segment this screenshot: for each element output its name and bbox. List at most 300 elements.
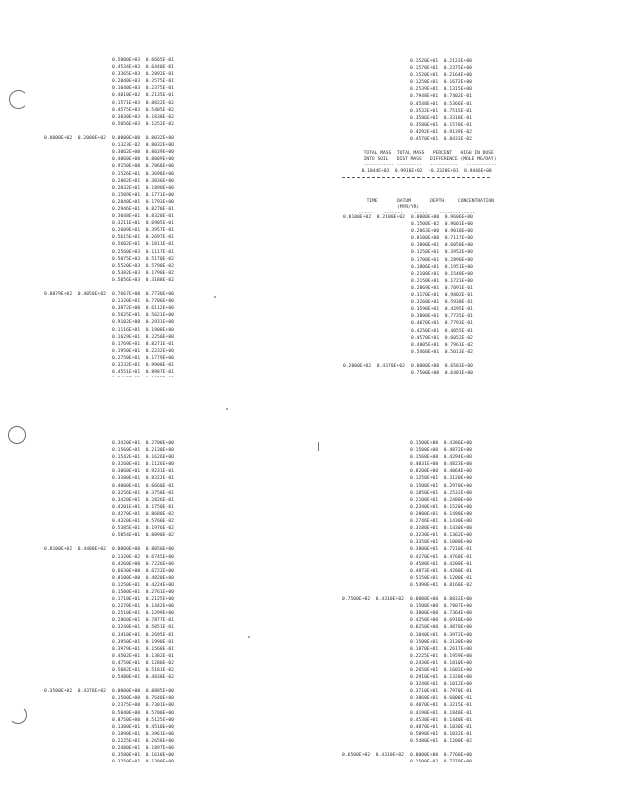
table-row xyxy=(342,710,492,717)
row-depth-concentration: 0.5056E+03 0.1252E-02 xyxy=(112,121,174,127)
table-row xyxy=(44,468,194,475)
table-row xyxy=(342,122,492,129)
table-row xyxy=(44,632,194,639)
row-depth-concentration: 0.4320E+01 0.5760E-02 xyxy=(112,519,174,525)
table-row xyxy=(44,100,194,107)
table-row xyxy=(342,525,492,532)
row-depth-concentration: 0.3710E+01 0.7970E-01 xyxy=(410,689,472,695)
row-depth-concentration: 0.1710E+01 0.2125E+00 xyxy=(112,597,174,603)
row-depth-concentration: 0.4190E+01 0.1840E-01 xyxy=(410,710,472,716)
block-spacer xyxy=(44,539,194,546)
row-depth-concentration: 0.1950E+01 0.2232E+00 xyxy=(112,348,174,354)
table-row xyxy=(343,235,493,242)
row-depth-concentration: 0.3580E+01 0.1570E-01 xyxy=(410,122,472,128)
row-depth-concentration: 0.3232E+01 0.9900E-01 xyxy=(112,363,174,369)
table-row xyxy=(44,710,194,717)
row-depth-concentration: 0.0000E+00 0.7760E+00 xyxy=(410,753,472,759)
row-depth-concentration: 0.3030E+03 0.1830E-02 xyxy=(112,114,174,120)
row-depth-concentration: 0.3000E+00 0.7364E+00 xyxy=(410,611,472,617)
val-dist-mass: 0.9916E+02 xyxy=(394,169,423,174)
table-row xyxy=(342,724,492,731)
table-row xyxy=(44,554,194,561)
row-depth-concentration: 0.4870E+01 0.1030E-01 xyxy=(410,724,472,730)
concentration-column-right-mid xyxy=(343,214,493,374)
table-row xyxy=(343,242,493,249)
table-row xyxy=(44,731,194,738)
table-row xyxy=(343,328,493,335)
row-depth-concentration: 0.1806E+01 0.1951E+00 xyxy=(411,264,473,270)
row-depth-concentration: 0.4805E+01 0.7961E-02 xyxy=(411,342,473,348)
table-row xyxy=(343,228,493,235)
table-row xyxy=(44,85,194,92)
row-depth-concentration: 0.1500E+00 0.4872E+00 xyxy=(410,448,472,454)
row-depth-concentration xyxy=(410,760,472,762)
table-row xyxy=(44,256,194,263)
row-depth-concentration: 0.1500E+01 0.3130E+00 xyxy=(410,639,472,645)
row-depth-concentration: 0.5615E+01 0.2697E-01 xyxy=(112,235,174,241)
table-row xyxy=(44,227,194,234)
table-row xyxy=(44,107,194,114)
table-row xyxy=(44,589,194,596)
table-row xyxy=(44,582,194,589)
row-depth-concentration: 0.1320E-02 0.6745E+00 xyxy=(112,554,174,560)
row-time-datum: 0.8000E+02 0.2000E+02 xyxy=(44,136,106,142)
row-depth-concentration: 0.0000E+00 0.9606E+00 xyxy=(411,215,473,220)
row-depth-concentration: 0.1250E+01 0.3120E+00 xyxy=(410,476,472,482)
table-row xyxy=(343,299,493,306)
table-row xyxy=(44,497,194,504)
row-depth-concentration: 0.5090E+01 0.1032E-01 xyxy=(410,731,472,737)
table-row xyxy=(44,163,194,170)
row-depth-concentration: 0.1250E+01 0.3952E+00 xyxy=(411,250,473,256)
row-depth-concentration: 0.4270E+01 0.4760E-01 xyxy=(410,554,472,560)
table-row xyxy=(44,369,194,376)
row-depth-concentration: 0.3872E+00 0.6112E+00 xyxy=(112,306,174,312)
row-depth-concentration: 0.4070E+01 0.7793E-01 xyxy=(411,321,473,327)
row-depth-concentration: 0.0000E+00 0.8032E+00 xyxy=(112,136,174,142)
table-row xyxy=(44,263,194,270)
col-high-in-dose: HIGH IN DOSE xyxy=(460,151,494,156)
row-depth-concentration: 0.3590E+01 0.4295E-01 xyxy=(411,307,473,313)
table-row xyxy=(343,285,493,292)
col-time: TIME xyxy=(366,199,378,204)
table-row xyxy=(44,568,194,575)
row-depth-concentration: 0.3365E+03 0.2892E-01 xyxy=(112,72,174,78)
row-time-datum: 0.2000E+02 0.4370E+02 xyxy=(343,363,405,369)
row-depth-concentration: 0.5056E+03 0.3188E-02 xyxy=(112,277,174,283)
table-row xyxy=(342,136,492,140)
col-percent: PERCENT xyxy=(432,151,453,156)
row-depth-concentration: 0.3170E+01 0.9802E-01 xyxy=(411,293,473,299)
row-depth-concentration: 0.1870E+01 0.2617E+00 xyxy=(410,646,472,652)
scan-speck xyxy=(226,408,228,410)
row-depth-concentration: 0.2063E+00 0.9010E+00 xyxy=(411,229,473,235)
table-row xyxy=(342,660,492,667)
table-row xyxy=(342,717,492,724)
table-row xyxy=(44,355,194,362)
row-depth-concentration: 0.4873E+01 0.4280E-01 xyxy=(410,568,472,574)
table-row xyxy=(342,115,492,122)
table-row xyxy=(44,532,194,539)
table-row xyxy=(342,454,492,461)
row-depth-concentration: 0.2910E+01 0.1320E+00 xyxy=(410,675,472,681)
row-depth-concentration: 0.4000E+01 0.6660E-01 xyxy=(112,483,174,489)
row-depth-concentration: 0.2270E+01 0.1442E+00 xyxy=(112,604,174,610)
table-row xyxy=(44,759,194,762)
row-depth-concentration: 0.5840E+00 0.5700E+00 xyxy=(112,710,174,716)
row-depth-concentration: 0.2480E+01 0.1897E+00 xyxy=(112,746,174,752)
row-depth-concentration: 0.4575E+03 0.5405E-02 xyxy=(112,107,174,113)
table-row xyxy=(343,342,493,349)
row-time-datum: 0.8100E+02 0.2100E+02 xyxy=(343,215,405,220)
table-row xyxy=(342,72,492,79)
row-depth-concentration: 0.3230E+01 0.1362E+00 xyxy=(410,533,472,539)
table-row xyxy=(44,270,194,277)
row-depth-concentration: 0.5602E+01 0.1811E-01 xyxy=(112,242,174,248)
row-depth-concentration: 0.1320E+01 0.7706E+00 xyxy=(112,299,174,305)
row-depth-concentration: 0.5625E+01 0.5621E+00 xyxy=(112,313,174,319)
col-datum: DATUM xyxy=(397,199,411,204)
table-row xyxy=(44,213,194,220)
row-depth-concentration: 0.4570E+01 0.8433E-02 xyxy=(410,137,472,140)
table-row xyxy=(44,525,194,532)
row-depth-concentration: 0.4750E+01 0.1280E-02 xyxy=(112,660,174,666)
val-high-in-dose: 0.9446E+00 xyxy=(464,169,492,174)
block-spacer xyxy=(44,681,194,688)
table-row xyxy=(342,617,492,624)
row-depth-concentration: 0.3062E+00 0.8039E+00 xyxy=(112,150,174,156)
row-depth-concentration: 0.1769E+01 0.8271E-01 xyxy=(112,341,174,347)
table-row xyxy=(44,135,194,142)
table-row xyxy=(44,348,194,355)
rule-4: ----------- xyxy=(466,163,497,168)
table-row xyxy=(44,178,194,185)
block-spacer xyxy=(44,128,194,135)
row-depth-concentration: 0.1526E+01 0.3698E+00 xyxy=(112,171,174,177)
row-depth-concentration: 0.4292E+01 0.9139E-02 xyxy=(410,129,472,135)
row-depth-concentration: 0.2430E+01 0.1810E+00 xyxy=(410,660,472,666)
table-row xyxy=(343,349,493,356)
rule-datum: ------- xyxy=(383,211,403,216)
row-depth-concentration: 0.3979E+01 0.1560E-01 xyxy=(112,646,174,652)
row-depth-concentration: 0.4580E+01 0.4200E-01 xyxy=(410,561,472,567)
row-depth-concentration: 0.8750E+00 0.5125E+00 xyxy=(112,717,174,723)
table-row xyxy=(342,101,492,108)
row-depth-concentration: 0.1250E+01 0.1672E+00 xyxy=(410,80,472,86)
row-depth-concentration: 0.0000E+00 0.8832E+00 xyxy=(410,597,472,603)
row-depth-concentration: 0.7500E+00 0.6401E+00 xyxy=(411,371,473,374)
row-depth-concentration: 0.1700E+01 0.2890E+00 xyxy=(411,257,473,263)
table-row xyxy=(44,171,194,178)
table-row xyxy=(342,561,492,568)
table-row xyxy=(44,447,194,454)
row-depth-concentration: 0.5460E+01 0.5013E-02 xyxy=(411,349,473,355)
col-concentration: CONCENTRATION xyxy=(457,199,494,204)
table-row xyxy=(342,603,492,610)
row-time-datum: 0.8100E+02 0.4480E+02 xyxy=(44,547,106,553)
table-row xyxy=(44,603,194,610)
block-spacer xyxy=(342,745,492,752)
row-depth-concentration: 0.9150E+00 0.7868E+00 xyxy=(112,164,174,170)
row-depth-concentration: 0.1500E+01 0.2761E+00 xyxy=(112,589,174,595)
row-depth-concentration: 0.1560E+00 0.4294E+00 xyxy=(410,455,472,461)
col-unit: (MOLE MG/DAY) xyxy=(460,157,497,162)
row-depth-concentration: 0.3048E+01 0.8320E-01 xyxy=(112,214,174,220)
table-row xyxy=(44,220,194,227)
col-into-soil: INTO SOIL xyxy=(363,157,389,162)
table-row xyxy=(342,447,492,454)
row-depth-concentration: 0.2650E+01 0.1602E+00 xyxy=(410,668,472,673)
table-row xyxy=(44,312,194,319)
table-row xyxy=(44,305,194,312)
row-depth-concentration: 0.2150E+01 0.1721E+00 xyxy=(411,278,473,284)
concentration-column-top-right xyxy=(342,58,492,140)
table-row xyxy=(44,702,194,709)
row-depth-concentration: 0.4260E+00 0.7226E+00 xyxy=(112,561,174,567)
table-row xyxy=(342,532,492,539)
table-row xyxy=(342,632,492,639)
table-row xyxy=(342,539,492,546)
row-depth-concentration: 0.5082E+01 0.5181E-02 xyxy=(112,668,174,673)
table-row xyxy=(44,277,194,284)
table-row xyxy=(342,58,492,65)
table-row xyxy=(342,738,492,745)
table-row xyxy=(343,313,493,320)
table-row xyxy=(44,92,194,99)
row-depth-concentration: 0.1323E-02 0.8032E+00 xyxy=(112,143,174,149)
row-depth-concentration: 0.7948E+01 0.7402E-01 xyxy=(410,94,472,100)
col-datum-unit: (MYR/YR) xyxy=(397,205,420,210)
table-row xyxy=(343,335,493,342)
row-depth-concentration: 0.3380E+01 0.8322E-01 xyxy=(112,476,174,482)
row-depth-concentration: 0.4270E+01 0.8680E-02 xyxy=(112,511,174,517)
table-row xyxy=(44,341,194,348)
table-row xyxy=(342,129,492,136)
table-row xyxy=(44,617,194,624)
table-row xyxy=(343,292,493,299)
row-depth-concentration: 0.5150E+01 0.1200E-01 xyxy=(410,575,472,581)
table-row xyxy=(343,370,493,374)
table-row xyxy=(44,440,194,447)
row-depth-concentration: 0.8100E+00 0.7117E+00 xyxy=(411,236,473,242)
binder-hole-icon xyxy=(9,90,28,109)
table-row xyxy=(44,319,194,326)
table-row xyxy=(343,221,493,228)
table-row xyxy=(342,752,492,759)
row-depth-concentration: 0.0000E+00 0.6583E+00 xyxy=(411,363,473,369)
table-row xyxy=(342,511,492,518)
row-depth-concentration: 0.5000E+03 0.6665E-01 xyxy=(112,58,174,63)
row-depth-concentration: 0.3180E+01 0.1430E+00 xyxy=(410,526,472,532)
row-depth-concentration: 0.2750E+01 0.1779E+00 xyxy=(112,355,174,361)
table-row xyxy=(44,454,194,461)
row-depth-concentration: 0.2375E+00 0.7301E+00 xyxy=(112,703,174,709)
concentration-column-bottom-left xyxy=(44,440,194,762)
row-depth-concentration: 0.3240E+01 0.5051E-01 xyxy=(112,625,174,631)
table-row xyxy=(44,71,194,78)
concentration-column-top-left xyxy=(44,57,194,377)
row-depth-concentration: 0.3256E+01 0.3750E-01 xyxy=(112,490,174,496)
scan-speck xyxy=(248,636,250,638)
rule-1: ----------- xyxy=(363,163,395,168)
table-row xyxy=(342,504,492,511)
row-time-datum: 0.6500E+02 0.4310E+02 xyxy=(342,753,404,759)
table-row xyxy=(342,681,492,688)
table-row xyxy=(342,468,492,475)
table-row xyxy=(342,646,492,653)
row-depth-concentration: 0.2800E+01 0.1490E+00 xyxy=(410,511,472,517)
row-time-datum: 0.3500E+02 0.4378E+02 xyxy=(44,689,106,695)
row-depth-concentration: 0.5480E+01 0.1200E-02 xyxy=(410,738,472,744)
row-depth-concentration: 0.5382E+03 0.1790E-02 xyxy=(112,270,174,276)
table-row xyxy=(44,639,194,646)
row-depth-concentration: 0.9102E+00 0.2931E+00 xyxy=(112,320,174,326)
table-row xyxy=(343,363,493,370)
row-depth-concentration: 0.4201E+01 0.1750E-01 xyxy=(112,504,174,510)
row-depth-concentration: 0.2510E+01 0.1299E+00 xyxy=(112,611,174,617)
table-row xyxy=(343,257,493,264)
table-row xyxy=(44,610,194,617)
scan-speck xyxy=(214,296,216,298)
table-row xyxy=(342,688,492,695)
table-row xyxy=(44,121,194,128)
row-depth-concentration: 0.1560E+01 0.2130E+00 xyxy=(112,448,174,454)
table-row xyxy=(342,610,492,617)
row-depth-concentration: 0.0000E+00 0.8885E+00 xyxy=(112,689,174,695)
row-depth-concentration: 0.2002E+01 0.3036E+00 xyxy=(112,178,174,184)
table-row xyxy=(342,475,492,482)
table-row xyxy=(44,504,194,511)
row-depth-concentration: 0.4502E+01 0.1382E-01 xyxy=(112,653,174,659)
concentration-column-bottom-right xyxy=(342,440,492,762)
row-depth-concentration: 0.2100E+01 0.2480E+00 xyxy=(410,497,472,503)
table-row xyxy=(44,149,194,156)
row-depth-concentration: 0.3420E+01 0.2826E-01 xyxy=(112,497,174,503)
table-row xyxy=(44,192,194,199)
row-depth-concentration: 0.2946E+01 0.8270E-01 xyxy=(112,206,174,212)
table-row xyxy=(342,695,492,702)
row-depth-concentration: 0.1629E+01 0.2250E+00 xyxy=(112,334,174,340)
binder-hole-icon xyxy=(9,706,27,724)
table-row xyxy=(342,490,492,497)
table-row xyxy=(44,376,194,377)
table-row xyxy=(342,575,492,582)
row-depth-concentration: 0.1520E+01 0.2164E+00 xyxy=(410,73,472,79)
table-row xyxy=(342,624,492,631)
row-depth-concentration: 0.5075E+03 0.5170E-02 xyxy=(112,256,174,262)
row-depth-concentration: 0.5490E+01 0.8160E-02 xyxy=(410,582,472,588)
table-row xyxy=(44,511,194,518)
row-depth-concentration: 0.1542E+01 0.1626E+00 xyxy=(112,455,174,461)
row-depth-concentration: 0.5054E+01 0.8890E-02 xyxy=(112,533,174,539)
row-depth-concentration: 0.5480E+01 0.4830E-02 xyxy=(112,675,174,681)
table-row xyxy=(44,695,194,702)
table-row xyxy=(342,65,492,72)
col-dist-mass: DIST MASS xyxy=(396,157,422,162)
table-row xyxy=(343,320,493,327)
row-depth-concentration: 0.1116E+01 0.1908E+00 xyxy=(112,327,174,333)
table-row xyxy=(342,759,492,762)
row-depth-concentration: 0.3260E+01 0.1126E+00 xyxy=(112,462,174,468)
row-depth-concentration: 0.3060E+01 0.9231E-01 xyxy=(112,469,174,475)
table-row xyxy=(44,475,194,482)
row-depth-concentration: 0.4031E+00 0.4823E+00 xyxy=(410,462,472,468)
table-row xyxy=(342,731,492,738)
row-depth-concentration: 0.3580E+01 0.1610E+00 xyxy=(112,753,174,759)
table-row xyxy=(44,206,194,213)
row-depth-concentration: 0.3532E+01 0.7515E-01 xyxy=(410,108,472,114)
table-row xyxy=(342,483,492,490)
table-row xyxy=(44,624,194,631)
row-depth-concentration: 0.3350E+01 0.1080E+00 xyxy=(410,540,472,546)
table-row xyxy=(342,461,492,468)
row-depth-concentration: 0.8250E+00 0.4870E+00 xyxy=(410,625,472,631)
table-row xyxy=(342,108,492,115)
table-row xyxy=(342,79,492,86)
row-depth-concentration: 0.4530E+01 0.1440E-01 xyxy=(410,717,472,723)
table-row xyxy=(343,306,493,313)
row-depth-concentration: 0.5385E+01 0.1976E-02 xyxy=(112,526,174,532)
table-row xyxy=(44,57,194,64)
table-row xyxy=(44,575,194,582)
table-row xyxy=(343,249,493,256)
row-depth-concentration: 0.5520E+03 0.5790E-02 xyxy=(112,263,174,269)
table-row xyxy=(44,561,194,568)
table-row xyxy=(342,497,492,504)
row-depth-concentration: 0.4070E+01 0.3215E-01 xyxy=(410,703,472,709)
table-row xyxy=(44,518,194,525)
table-row xyxy=(44,646,194,653)
row-depth-concentration: 0.1500E+01 0.2970E+00 xyxy=(410,483,472,489)
row-depth-concentration: 0.1500E+00 0.4386E+00 xyxy=(410,441,472,446)
row-depth-concentration: 0.4548E+01 0.5366E-01 xyxy=(410,101,472,107)
row-depth-concentration: 0.2225E+01 0.2658E+00 xyxy=(112,738,174,744)
row-depth-concentration: 0.2539E+01 0.1315E+00 xyxy=(410,87,472,93)
row-depth-concentration: 0.2746E+01 0.1430E+00 xyxy=(410,519,472,525)
row-depth-concentration: 0.3240E+01 0.1012E+00 xyxy=(410,682,472,688)
row-depth-concentration: 0.3211E+01 0.6905E-01 xyxy=(112,221,174,227)
row-depth-concentration: 0.2032E+01 0.1890E+00 xyxy=(112,185,174,191)
table-row xyxy=(44,327,194,334)
table-row xyxy=(342,653,492,660)
row-depth-concentration: 0.2609E+01 0.3957E-01 xyxy=(112,228,174,234)
table-row xyxy=(44,596,194,603)
row-depth-concentration: 0.8200E+00 0.4064E+00 xyxy=(410,469,472,475)
row-depth-concentration: 0.0000E+00 0.8050E+00 xyxy=(112,547,174,553)
table-row xyxy=(44,660,194,667)
row-depth-concentration: 0.1500E+00 0.7640E+00 xyxy=(112,696,174,702)
table-row xyxy=(342,596,492,603)
row-depth-concentration: 0.4570E+01 0.6052E-02 xyxy=(411,335,473,341)
row-time-datum: 0.7500E+02 0.4310E+02 xyxy=(342,597,404,603)
table-row xyxy=(44,546,194,553)
table-row xyxy=(342,86,492,93)
row-depth-concentration: 0.4010E+02 0.2135E-01 xyxy=(112,93,174,99)
row-depth-concentration: 0.4060E+00 0.8009E+00 xyxy=(112,157,174,163)
block-spacer xyxy=(44,284,194,291)
row-depth-concentration: 0.1500E+00 0.7807E+00 xyxy=(410,604,472,610)
table-row xyxy=(44,490,194,497)
row-depth-concentration: 0.2225E+01 0.1959E+00 xyxy=(410,653,472,659)
table-row xyxy=(44,199,194,206)
row-depth-concentration: 0.1000E+01 0.6050E+00 xyxy=(411,243,473,249)
row-depth-concentration: 0.3410E+01 0.2695E-01 xyxy=(112,632,174,638)
table-row xyxy=(342,568,492,575)
table-row xyxy=(44,688,194,695)
table-row xyxy=(44,156,194,163)
val-difference: -0.3320E+01 xyxy=(428,169,459,174)
rule-time: ----- xyxy=(358,211,373,216)
